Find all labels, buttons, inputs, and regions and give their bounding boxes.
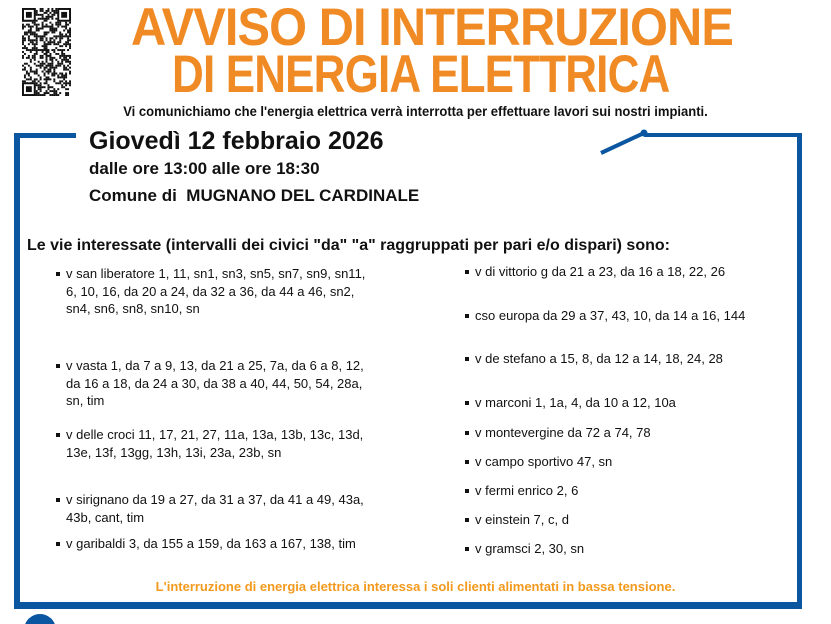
qr-code[interactable] <box>22 8 71 96</box>
bullet-icon <box>56 433 60 437</box>
outage-comune: Comune di MUGNANO DEL CARDINALE <box>89 186 420 205</box>
bullet-icon <box>56 498 60 502</box>
logo-circle-partial <box>22 612 62 624</box>
outage-time: dalle ore 13:00 alle ore 18:30 <box>89 159 320 178</box>
bullet-icon <box>56 364 60 368</box>
street-text: v delle croci 11, 17, 21, 27, 11a, 13a, 13b, 13c, 13d, 13e, 13f, 13gg, 13h, 13i, 23a, 23b, sn <box>66 427 364 460</box>
bullet-icon <box>465 489 469 493</box>
street-item <box>66 535 366 553</box>
bullet-icon <box>465 547 469 551</box>
street-text: cso europa da 29 a 37, 43, 10, da 14 a 16, 144 <box>475 308 746 323</box>
street-item <box>475 263 795 281</box>
street-item <box>475 482 795 500</box>
footer-note: L'interruzione di energia elettrica interessa i soli clienti alimentati in bassa tensione. <box>155 579 676 594</box>
street-text: v einstein 7, c, d <box>475 512 569 527</box>
bullet-icon <box>465 518 469 522</box>
bullet-icon <box>465 357 469 361</box>
title-line-1: AVVISO DI INTERRUZIONE <box>131 0 733 57</box>
frame-right <box>797 133 802 609</box>
street-text: v de stefano a 15, 8, da 12 a 14, 18, 24, 28 <box>475 351 723 366</box>
bullet-icon <box>465 460 469 464</box>
street-item <box>66 491 366 526</box>
street-item <box>66 357 366 410</box>
street-text: v fermi enrico 2, 6 <box>475 483 579 498</box>
outage-date: Giovedì 12 febbraio 2026 <box>89 127 384 155</box>
frame-left <box>14 133 20 609</box>
bullet-icon <box>465 314 469 318</box>
frame-top-right <box>644 133 802 137</box>
bullet-icon <box>56 272 60 276</box>
street-item <box>66 426 366 461</box>
street-text: v di vittorio g da 21 a 23, da 16 a 18, 22, 26 <box>475 264 726 279</box>
frame-top-left <box>14 133 76 138</box>
frame-diagonal <box>598 128 650 158</box>
street-item <box>66 265 366 318</box>
frame-bottom <box>14 602 802 609</box>
street-text: v sirignano da 19 a 27, da 31 a 37, da 41 a 49, 43a, 43b, cant, tim <box>66 492 364 525</box>
street-item <box>475 453 795 471</box>
street-text: v montevergine da 72 a 74, 78 <box>475 425 651 440</box>
street-item <box>475 394 795 412</box>
street-text: v marconi 1, 1a, 4, da 10 a 12, 10a <box>475 395 676 410</box>
bullet-icon <box>465 431 469 435</box>
bullet-icon <box>465 401 469 405</box>
street-item <box>475 511 795 529</box>
intro-text: Vi comunichiamo che l'energia elettrica verrà interrotta per effettuare lavori sui nostri impianti. <box>123 103 708 119</box>
bullet-icon <box>56 542 60 546</box>
street-text: v san liberatore 1, 11, sn1, sn3, sn5, sn7, sn9, sn11, 6, 10, 16, da 20 a 24, da 32 a 36, da 44 a 46, sn2, sn4, sn6, sn8, sn10, sn <box>66 266 366 316</box>
street-text: v garibaldi 3, da 155 a 159, da 163 a 167, 138, tim <box>66 536 356 551</box>
street-text: v campo sportivo 47, sn <box>475 454 613 469</box>
street-item <box>475 424 795 442</box>
title-line-2: DI ENERGIA ELETTRICA <box>172 45 670 104</box>
street-text: v gramsci 2, 30, sn <box>475 541 585 556</box>
street-item <box>475 350 795 368</box>
street-text: v vasta 1, da 7 a 9, 13, da 21 a 25, 7a, da 6 a 8, 12, da 16 a 18, da 24 a 30, da 38 a 40, 44, 50, 54, 28a, sn, tim <box>66 358 364 408</box>
streets-heading: Le vie interessate (intervalli dei civici "da" "a" raggruppati per pari e/o dispari) sono: <box>27 237 670 254</box>
street-item <box>475 307 775 325</box>
bullet-icon <box>465 270 469 274</box>
street-item <box>475 540 795 558</box>
